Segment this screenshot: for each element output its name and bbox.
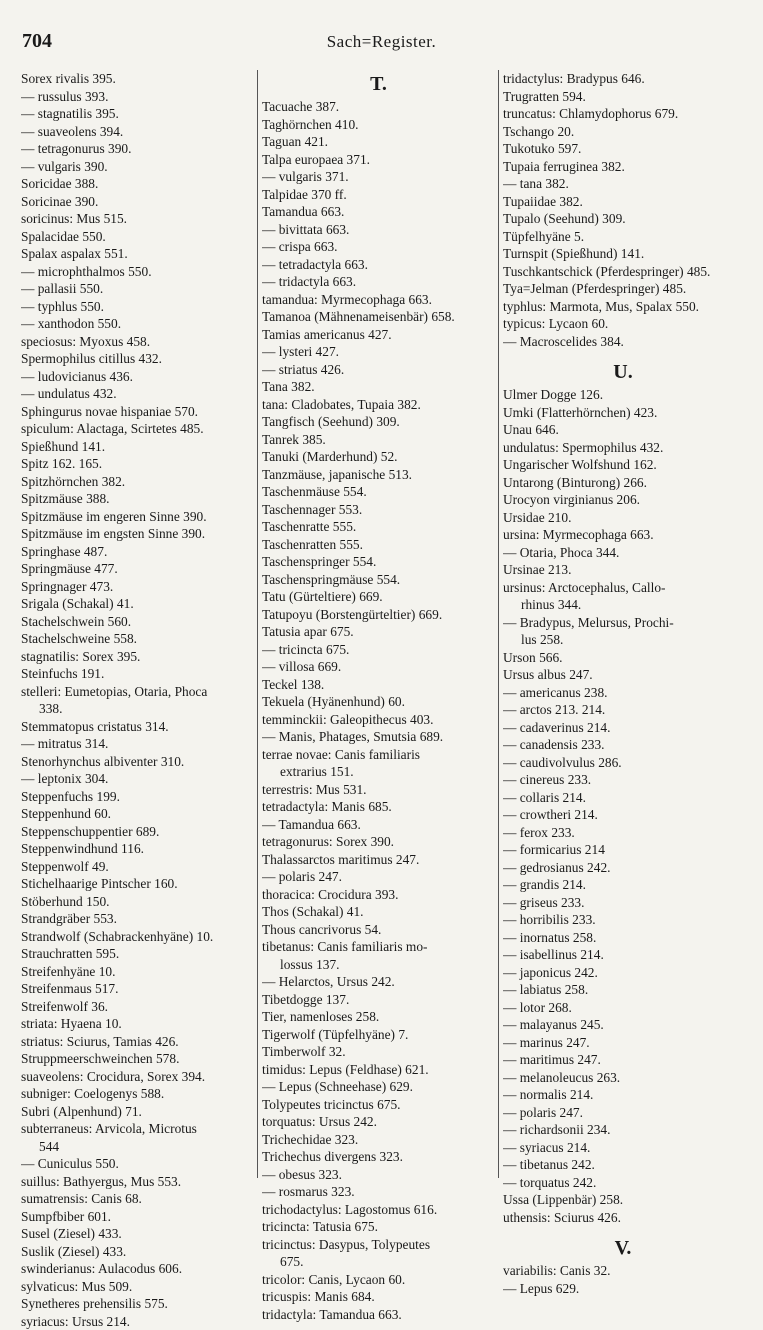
index-entry: — Manis, Phatages, Smutsia 689. <box>262 728 495 746</box>
index-entry: Trugratten 594. <box>503 88 743 106</box>
index-entry: terrestris: Mus 531. <box>262 781 495 799</box>
index-entry: striatus: Sciurus, Tamias 426. <box>21 1033 253 1051</box>
index-entry: tibetanus: Canis familiaris mo- <box>262 938 495 956</box>
index-entry: Teckel 138. <box>262 676 495 694</box>
index-entry: Tana 382. <box>262 378 495 396</box>
section-letter: T. <box>262 70 495 98</box>
index-entry: Strauchratten 595. <box>21 945 253 963</box>
index-entry: Tatupoyu (Borstengürteltier) 669. <box>262 606 495 624</box>
index-entry: Sumpfbiber 601. <box>21 1208 253 1226</box>
index-entry: Untarong (Binturong) 266. <box>503 474 743 492</box>
index-entry: — crowtheri 214. <box>503 806 743 824</box>
index-entry: Ursidae 210. <box>503 509 743 527</box>
index-entry: Tolypeutes tricinctus 675. <box>262 1096 495 1114</box>
index-entry: torquatus: Ursus 242. <box>262 1113 495 1131</box>
index-entry: speciosus: Myoxus 458. <box>21 333 253 351</box>
index-entry: Ulmer Dogge 126. <box>503 386 743 404</box>
index-entry: sumatrensis: Canis 68. <box>21 1190 253 1208</box>
index-entry: Tya=Jelman (Pferdespringer) 485. <box>503 280 743 298</box>
index-entry: Stemmatopus cristatus 314. <box>21 718 253 736</box>
index-entry: suillus: Bathyergus, Mus 553. <box>21 1173 253 1191</box>
index-entry: Tigerwolf (Tüpfelhyäne) 7. <box>262 1026 495 1044</box>
index-entry: Stachelschweine 558. <box>21 630 253 648</box>
index-entry: Spitzmäuse 388. <box>21 490 253 508</box>
index-entry: — xanthodon 550. <box>21 315 253 333</box>
index-entry: — Lepus 629. <box>503 1280 743 1298</box>
index-entry: — syriacus 214. <box>503 1139 743 1157</box>
index-entry: tamandua: Myrmecophaga 663. <box>262 291 495 309</box>
index-entry: tricincta: Tatusia 675. <box>262 1218 495 1236</box>
index-column-2 <box>262 70 495 1323</box>
index-entry: — collaris 214. <box>503 789 743 807</box>
index-entry: Unau 646. <box>503 421 743 439</box>
index-entry: Taschennager 553. <box>262 501 495 519</box>
index-entry: Steinfuchs 191. <box>21 665 253 683</box>
index-entry: subniger: Coelogenys 588. <box>21 1085 253 1103</box>
index-entry: suaveolens: Crocidura, Sorex 394. <box>21 1068 253 1086</box>
index-entry: tetradactyla: Manis 685. <box>262 798 495 816</box>
index-entry: Taschenspringmäuse 554. <box>262 571 495 589</box>
index-entry: Streifenmaus 517. <box>21 980 253 998</box>
index-entry: Ungarischer Wolfshund 162. <box>503 456 743 474</box>
index-entry: Subri (Alpenhund) 71. <box>21 1103 253 1121</box>
index-entry: Spitzmäuse im engeren Sinne 390. <box>21 508 253 526</box>
index-entry: Thalassarctos maritimus 247. <box>262 851 495 869</box>
index-entry: Taghörnchen 410. <box>262 116 495 134</box>
index-entry: Taschenratte 555. <box>262 518 495 536</box>
index-entry: — cinereus 233. <box>503 771 743 789</box>
index-entry: — tridactyla 663. <box>262 273 495 291</box>
index-entry: Umki (Flatterhörnchen) 423. <box>503 404 743 422</box>
index-entry: Urson 566. <box>503 649 743 667</box>
index-entry: Spermophilus citillus 432. <box>21 350 253 368</box>
index-entry: timidus: Lepus (Feldhase) 621. <box>262 1061 495 1079</box>
index-entry: rhinus 344. <box>503 596 743 614</box>
page-header <box>0 30 763 64</box>
index-entry: Tacuache 387. <box>262 98 495 116</box>
index-entry: Springnager 473. <box>21 578 253 596</box>
index-entry: — griseus 233. <box>503 894 743 912</box>
index-entry: trichodactylus: Lagostomus 616. <box>262 1201 495 1219</box>
index-entry: — stagnatilis 395. <box>21 105 253 123</box>
index-entry: — ferox 233. <box>503 824 743 842</box>
index-entry: Streifenwolf 36. <box>21 998 253 1016</box>
index-entry: Tamias americanus 427. <box>262 326 495 344</box>
index-entry: — Bradypus, Melursus, Prochi- <box>503 614 743 632</box>
index-entry: Tupaia ferruginea 382. <box>503 158 743 176</box>
index-entry: — arctos 213. 214. <box>503 701 743 719</box>
index-entry: — villosa 669. <box>262 658 495 676</box>
index-entry: Suslik (Ziesel) 433. <box>21 1243 253 1261</box>
index-entry: Sphingurus novae hispaniae 570. <box>21 403 253 421</box>
index-entry: — tibetanus 242. <box>503 1156 743 1174</box>
index-entry: Steppenfuchs 199. <box>21 788 253 806</box>
index-entry: — suaveolens 394. <box>21 123 253 141</box>
index-entry: — tetragonurus 390. <box>21 140 253 158</box>
index-entry: — americanus 238. <box>503 684 743 702</box>
index-entry: — tricincta 675. <box>262 641 495 659</box>
index-entry: — grandis 214. <box>503 876 743 894</box>
index-entry: — torquatus 242. <box>503 1174 743 1192</box>
index-entry: — Otaria, Phoca 344. <box>503 544 743 562</box>
index-entry: — rosmarus 323. <box>262 1183 495 1201</box>
index-entry: — Tamandua 663. <box>262 816 495 834</box>
index-entry: tridactyla: Tamandua 663. <box>262 1306 495 1324</box>
index-entry: — melanoleucus 263. <box>503 1069 743 1087</box>
index-entry: Thous cancrivorus 54. <box>262 921 495 939</box>
index-entry: — richardsonii 234. <box>503 1121 743 1139</box>
index-entry: Tamandua 663. <box>262 203 495 221</box>
index-entry: Steppenwindhund 116. <box>21 840 253 858</box>
index-entry: — canadensis 233. <box>503 736 743 754</box>
index-entry: tricuspis: Manis 684. <box>262 1288 495 1306</box>
index-entry: Tupaiidae 382. <box>503 193 743 211</box>
index-entry: — lotor 268. <box>503 999 743 1017</box>
index-entry: tricolor: Canis, Lycaon 60. <box>262 1271 495 1289</box>
index-entry: ursina: Myrmecophaga 663. <box>503 526 743 544</box>
index-entry: Ursinae 213. <box>503 561 743 579</box>
index-entry: Urocyon virginianus 206. <box>503 491 743 509</box>
index-entry: Spitzhörnchen 382. <box>21 473 253 491</box>
page-number: 704 <box>22 30 52 53</box>
index-entry: — crispa 663. <box>262 238 495 256</box>
index-entry: Steppenwolf 49. <box>21 858 253 876</box>
index-entry: thoracica: Crocidura 393. <box>262 886 495 904</box>
index-entry: — labiatus 258. <box>503 981 743 999</box>
index-entry: Tibetdogge 137. <box>262 991 495 1009</box>
index-entry: — Helarctos, Ursus 242. <box>262 973 495 991</box>
index-entry: Springmäuse 477. <box>21 560 253 578</box>
index-entry: Ussa (Lippenbär) 258. <box>503 1191 743 1209</box>
index-entry: Talpa europaea 371. <box>262 151 495 169</box>
index-entry: — obesus 323. <box>262 1166 495 1184</box>
index-entry: Steppenhund 60. <box>21 805 253 823</box>
index-entry: — undulatus 432. <box>21 385 253 403</box>
index-entry: — lysteri 427. <box>262 343 495 361</box>
index-entry: — horribilis 233. <box>503 911 743 929</box>
index-entry: lus 258. <box>503 631 743 649</box>
index-entry: Srigala (Schakal) 41. <box>21 595 253 613</box>
index-entry: Talpidae 370 ff. <box>262 186 495 204</box>
index-entry: Thos (Schakal) 41. <box>262 903 495 921</box>
index-entry: Trichechidae 323. <box>262 1131 495 1149</box>
index-entry: — vulgaris 371. <box>262 168 495 186</box>
index-entry: Tuschkantschick (Pferdespringer) 485. <box>503 263 743 281</box>
index-entry: Susel (Ziesel) 433. <box>21 1225 253 1243</box>
index-entry: syriacus: Ursus 214. <box>21 1313 253 1330</box>
index-entry: sylvaticus: Mus 509. <box>21 1278 253 1296</box>
index-entry: tridactylus: Bradypus 646. <box>503 70 743 88</box>
index-entry: — japonicus 242. <box>503 964 743 982</box>
column-divider-left <box>257 70 258 1178</box>
index-entry: Taguan 421. <box>262 133 495 151</box>
column-divider-right <box>498 70 499 1178</box>
index-entry: Tamanoa (Mähnenameisenbär) 658. <box>262 308 495 326</box>
index-entry: ursinus: Arctocephalus, Callo- <box>503 579 743 597</box>
index-entry: Taschenratten 555. <box>262 536 495 554</box>
index-entry: 675. <box>262 1253 495 1271</box>
index-entry: — malayanus 245. <box>503 1016 743 1034</box>
index-entry: Taschenmäuse 554. <box>262 483 495 501</box>
index-entry: — russulus 393. <box>21 88 253 106</box>
index-column-1 <box>21 70 253 1330</box>
index-entry: Stachelschwein 560. <box>21 613 253 631</box>
index-entry: tricinctus: Dasypus, Tolypeutes <box>262 1236 495 1254</box>
index-entry: — marinus 247. <box>503 1034 743 1052</box>
index-entry: terrae novae: Canis familiaris <box>262 746 495 764</box>
index-entry: Tekuela (Hyänenhund) 60. <box>262 693 495 711</box>
index-entry: — striatus 426. <box>262 361 495 379</box>
index-entry: uthensis: Sciurus 426. <box>503 1209 743 1227</box>
index-entry: — Lepus (Schneehase) 629. <box>262 1078 495 1096</box>
index-entry: — mitratus 314. <box>21 735 253 753</box>
index-entry: Tatu (Gürteltiere) 669. <box>262 588 495 606</box>
index-entry: stelleri: Eumetopias, Otaria, Phoca <box>21 683 253 701</box>
index-entry: — formicarius 214 <box>503 841 743 859</box>
index-entry: 338. <box>21 700 253 718</box>
index-entry: tetragonurus: Sorex 390. <box>262 833 495 851</box>
index-entry: typicus: Lycaon 60. <box>503 315 743 333</box>
index-entry: Tangfisch (Seehund) 309. <box>262 413 495 431</box>
index-entry: extrarius 151. <box>262 763 495 781</box>
index-entry: — caudivolvulus 286. <box>503 754 743 772</box>
index-entry: Tanuki (Marderhund) 52. <box>262 448 495 466</box>
index-entry: Tier, namenloses 258. <box>262 1008 495 1026</box>
index-entry: Stichelhaarige Pintscher 160. <box>21 875 253 893</box>
index-entry: swinderianus: Aulacodus 606. <box>21 1260 253 1278</box>
index-entry: temminckii: Galeopithecus 403. <box>262 711 495 729</box>
index-entry: Soricinae 390. <box>21 193 253 211</box>
index-entry: — tetradactyla 663. <box>262 256 495 274</box>
index-entry: — cadaverinus 214. <box>503 719 743 737</box>
index-entry: — ludovicianus 436. <box>21 368 253 386</box>
index-entry: subterraneus: Arvicola, Microtus <box>21 1120 253 1138</box>
index-entry: lossus 137. <box>262 956 495 974</box>
index-entry: — bivittata 663. <box>262 221 495 239</box>
index-entry: Trichechus divergens 323. <box>262 1148 495 1166</box>
index-entry: Tüpfelhyäne 5. <box>503 228 743 246</box>
index-entry: Steppenschuppentier 689. <box>21 823 253 841</box>
index-entry: — pallasii 550. <box>21 280 253 298</box>
index-entry: — gedrosianus 242. <box>503 859 743 877</box>
index-entry: undulatus: Spermophilus 432. <box>503 439 743 457</box>
index-entry: striata: Hyaena 10. <box>21 1015 253 1033</box>
index-entry: Taschenspringer 554. <box>262 553 495 571</box>
index-entry: Strandgräber 553. <box>21 910 253 928</box>
index-entry: Timberwolf 32. <box>262 1043 495 1061</box>
index-entry: Spalacidae 550. <box>21 228 253 246</box>
section-letter: V. <box>503 1234 743 1262</box>
index-entry: soricinus: Mus 515. <box>21 210 253 228</box>
index-entry: Tschango 20. <box>503 123 743 141</box>
index-entry: tana: Cladobates, Tupaia 382. <box>262 396 495 414</box>
index-entry: — vulgaris 390. <box>21 158 253 176</box>
index-entry: Synetheres prehensilis 575. <box>21 1295 253 1313</box>
index-entry: Stöberhund 150. <box>21 893 253 911</box>
index-entry: Tanrek 385. <box>262 431 495 449</box>
index-entry: Streifenhyäne 10. <box>21 963 253 981</box>
running-title: Sach=Register. <box>0 32 763 52</box>
index-entry: Strandwolf (Schabrackenhyäne) 10. <box>21 928 253 946</box>
index-entry: Spießhund 141. <box>21 438 253 456</box>
index-entry: — isabellinus 214. <box>503 946 743 964</box>
index-entry: — polaris 247. <box>503 1104 743 1122</box>
index-entry: — polaris 247. <box>262 868 495 886</box>
index-entry: Soricidae 388. <box>21 175 253 193</box>
index-entry: Sorex rivalis 395. <box>21 70 253 88</box>
index-entry: — maritimus 247. <box>503 1051 743 1069</box>
index-entry: Turnspit (Spießhund) 141. <box>503 245 743 263</box>
index-entry: — leptonix 304. <box>21 770 253 788</box>
index-entry: — normalis 214. <box>503 1086 743 1104</box>
index-entry: — Macroscelides 384. <box>503 333 743 351</box>
section-letter: U. <box>503 358 743 386</box>
index-entry: Ursus albus 247. <box>503 666 743 684</box>
index-entry: Struppmeerschweinchen 578. <box>21 1050 253 1068</box>
index-entry: spiculum: Alactaga, Scirtetes 485. <box>21 420 253 438</box>
index-entry: truncatus: Chlamydophorus 679. <box>503 105 743 123</box>
index-entry: 544 <box>21 1138 253 1156</box>
index-entry: — microphthalmos 550. <box>21 263 253 281</box>
index-column-3 <box>503 70 743 1297</box>
index-entry: Tukotuko 597. <box>503 140 743 158</box>
index-entry: Spitz 162. 165. <box>21 455 253 473</box>
index-entry: Springhase 487. <box>21 543 253 561</box>
index-entry: Tupalo (Seehund) 309. <box>503 210 743 228</box>
index-entry: — inornatus 258. <box>503 929 743 947</box>
index-entry: Tanzmäuse, japanische 513. <box>262 466 495 484</box>
index-entry: typhlus: Marmota, Mus, Spalax 550. <box>503 298 743 316</box>
index-entry: — Cuniculus 550. <box>21 1155 253 1173</box>
index-entry: — tana 382. <box>503 175 743 193</box>
index-entry: Spitzmäuse im engsten Sinne 390. <box>21 525 253 543</box>
index-entry: — typhlus 550. <box>21 298 253 316</box>
index-entry: Tatusia apar 675. <box>262 623 495 641</box>
index-entry: variabilis: Canis 32. <box>503 1262 743 1280</box>
index-entry: Spalax aspalax 551. <box>21 245 253 263</box>
index-entry: Stenorhynchus albiventer 310. <box>21 753 253 771</box>
index-entry: stagnatilis: Sorex 395. <box>21 648 253 666</box>
